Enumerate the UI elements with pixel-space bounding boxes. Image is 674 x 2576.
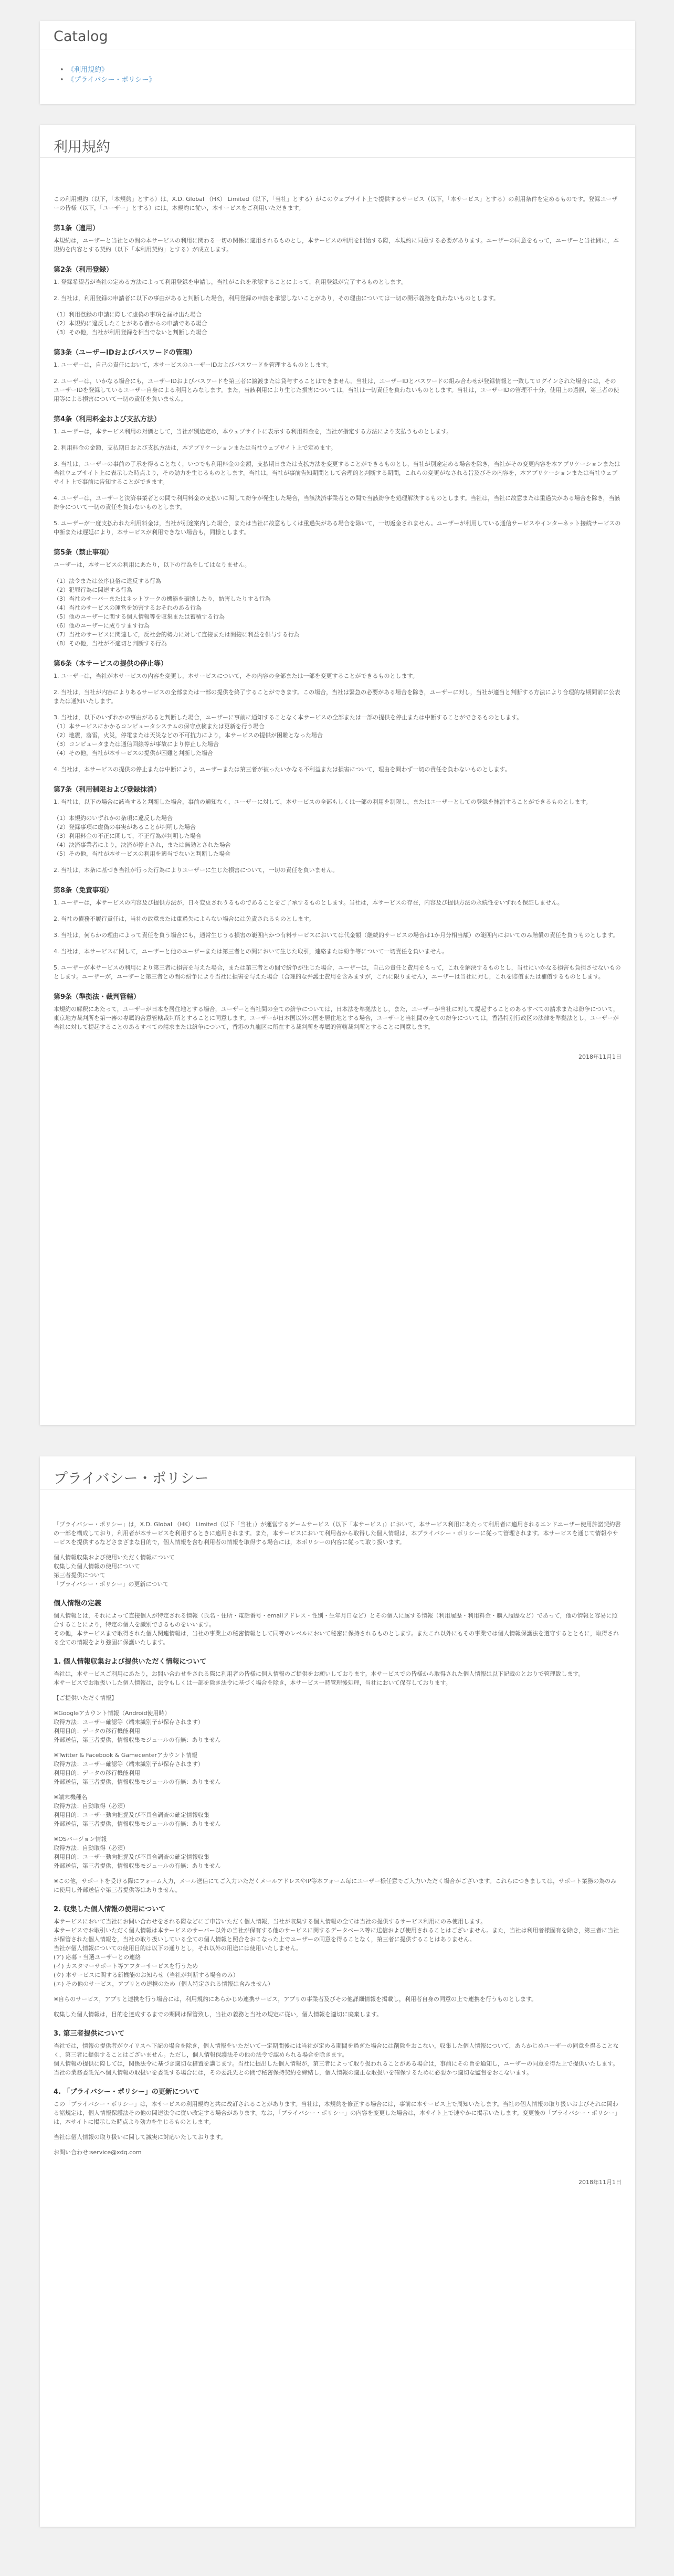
section-heading: 第6条（本サービスの提供の停止等） (54, 660, 168, 668)
privacy-link[interactable]: 《プライバシー・ポリシー》 (67, 76, 156, 84)
privacy-card (40, 1456, 635, 2527)
section-paragraph: （1）本規約のいずれかの条項に違反した場合 （2）登録事項に虚偽の事実があることが判明した場合 （3）利用料金の不正に関して，不正行為が判明した場合 （4）決済事業者により，決済が停止され，または無効とされた場合 （5）その他，当社が本サービスの利用を適当でないと判断した場合 (54, 815, 231, 857)
section-paragraph: 1. ユーザーは，自己の責任において，本サービスのユーザーIDおよびパスワードを管理するものとします。 (54, 361, 332, 368)
catalog-item-privacy (67, 75, 635, 85)
catalog-list (40, 65, 635, 85)
section-paragraph: ユーザーは，本サービスの利用にあたり，以下の行為をしてはなりません。 (54, 561, 250, 568)
section-paragraph: 当社は個人情報の取り扱いに関して誠実に対応いたしております。 (54, 2134, 227, 2141)
section-paragraph: 5. ユーザーが一度支払われた利用料金は，当社が別途案内した場合，または当社に故意もしくは重過失がある場合を除いて，一切返金されません。ユーザーが利用している通信サービスやインターネット接続サービスの中断または遅延により，本サービスが利用できない場合も，同様とします。 (54, 520, 621, 536)
section-paragraph: 4. ユーザーは，ユーザーと決済事業者との間で利用料金の支払いに関して紛争が発生した場合，当該決済事業者との間で当該紛争を処理解決するものとします。当社は，当社に故意または重過失がある場合を除き，当該紛争について一切の責任を負わないものとします。 (54, 495, 620, 510)
terms-title: 利用規約 (54, 139, 110, 155)
section-paragraph: 当社は，本サービスご利用にあたり，お問い合わせをされる際に利用者の皆様に個人情報のご提供をお願いしております。本サービスでの皆様から取得された個人情報は以下記載のとおりで管理致します。 本サービスでお取扱いした個人情報は，法令もしくは一部を除き法令に基づく場合を除き，本サービス一時管理後処理，当社において保存しております。 (54, 1670, 584, 1686)
section-paragraph: 1. 当社は，以下の場合に該当すると判断した場合，事前の通知なく，ユーザーに対して，本サービスの全部もしくは一部の利用を制限し，またはユーザーとしての登録を抹消することができるものとします。 (54, 799, 592, 805)
section-paragraph: （1）利用登録の申請に際して虚偽の事項を届け出た場合 （2）本規約に違反したことがある者からの申請である場合 （3）その他，当社が利用登録を相当でないと判断した場合 (54, 311, 207, 336)
section-paragraph: ※Twitter & Facebook & Gamecenterアカウント情報 取得方法：ユーザー確認等（端末識別子が保存されます） 利用目的：データの移行機能利用 外部送信，第三者提供，情報収集モジュールの有無：ありません (54, 1752, 221, 1785)
terms-link[interactable]: 《利用規約》 (67, 66, 109, 74)
section-heading: 2. 収集した個人情報の使用について (54, 1906, 166, 1913)
privacy-title: プライバシー・ポリシー (54, 1471, 209, 1487)
section-heading: 第8条（免責事項） (54, 887, 113, 895)
divider (40, 157, 635, 158)
privacy-body (40, 1520, 635, 2187)
section-paragraph: （1）法令または公序良俗に違反する行為 （2）犯罪行為に関連する行為 （3）当社のサーバーまたはネットワークの機能を破壊したり，妨害したりする行為 （4）当社のサービスの運営を妨害するおそれのある行為 （5）他のユーザーに関する個人情報等を収集または蓄積する行為 （6）他のユーザーに成りすます行為 （7）当社のサービスに関連して，反社会的勢力に対して直接または間接に利益を供与する行為 （8）その他，当社が不適切と判断する行為 (54, 578, 300, 647)
section-paragraph: 1. ユーザーは，本サービスの内容及び提供方法が，日々変更されうるものであることをご了承するものとします。当社は，本サービスの存在，内容及び提供方法の永続性をいずれも保証しません。 (54, 899, 563, 906)
section-heading: 4. 「プライバシー・ポリシー」の更新について (54, 2088, 199, 2096)
section-paragraph: 4. 当社は，本サービスに関して，ユーザーと他のユーザーまたは第三者との間において生じた取引，連絡または紛争等について一切責任を負いません。 (54, 948, 448, 955)
section-heading: 第2条（利用登録） (54, 266, 113, 274)
section-paragraph: 4. 当社は，本サービスの提供の停止または中断により，ユーザーまたは第三者が被ったいかなる不利益または損害について，理由を問わず一切の責任を負わないものとします。 (54, 766, 511, 773)
section-paragraph: 2. ユーザーは，いかなる場合にも，ユーザーIDおよびパスワードを第三者に譲渡または貸与することはできません。当社は，ユーザーIDとパスワードの組み合わせが登録情報と一致してログインされた場合には，そのユーザーIDを登録しているユーザー自身による利用とみなします。また，当該利用により生じた損害については，当社は一切責任を負わないものとします。当社は，ユーザーIDの管理不十分，使用上の過誤，第三者の使用等による損害について一切の責任を負いません。 (54, 378, 619, 402)
section-paragraph: ※この他，サポートを受ける際にフォーム入力，メール送信にてご入力いただくメールアドレスやIP等本フォーム毎にユーザー様任意でご入力いただく場合がございます。これらにつきましては，サポート業務の為のみに使用し外部送信や第三者提供等はありません。 (54, 1878, 617, 1893)
section-paragraph: 1. 登録希望者が当社の定める方法によって利用登録を申請し，当社がこれを承認することによって，利用登録が完了するものとします。 (54, 279, 407, 285)
section-paragraph: 3. 当社は，以下のいずれかの事由があると判断した場合，ユーザーに事前に通知することなく本サービスの全部または一部の提供を停止または中断することができるものとします。 （1）本サービスにかかるコンピュータシステムの保守点検または更新を行う場合 （2）地震，落雷，火災，停電または天災などの不可抗力により，本サービスの提供が困難となった場合 （3）コンピュータまたは通信回線等が事故により停止した場合 （4）その他，当社が本サービスの提供が困難と判断した場合 (54, 714, 523, 757)
date-text: 2018年11月1日 (578, 2179, 622, 2186)
section-paragraph: 1. ユーザーは，当社が本サービスの内容を変更し，本サービスについて，その内容の全部または一部を変更することができるものとします。 (54, 673, 418, 679)
section-paragraph: ※端末機種名 取得方法：自動取得（必須） 利用目的：ユーザー動向把握及び不具合調査の確定情報収集 外部送信，第三者提供，情報収集モジュールの有無：ありません (54, 1794, 221, 1827)
section-paragraph: 【ご提供いただく情報】 (54, 1695, 117, 1701)
catalog-item-terms (67, 65, 635, 75)
section-heading: 第4条（利用料金および支払方法） (54, 416, 161, 423)
section-paragraph: 2. 当社は，本条に基づき当社が行った行為によりユーザーに生じた損害について，一切の責任を負いません。 (54, 867, 339, 874)
terms-body (40, 195, 635, 1061)
section-paragraph: 2. 当社は，当社が内容によりあるサービスの全部または一部の提供を終了することができます。この場合，当社は緊急の必要がある場合を除き，ユーザーに対し，当社が適当と判断する方法により合理的な期間前に公表または通知いたします。 (54, 689, 620, 705)
section-paragraph: ※Googleアカウント情報（Android使用時） 取得方法：ユーザー確認等（端末識別子が保存されます） 利用目的：データの移行機能利用 外部送信，第三者提供，情報収集モジュールの有無：ありません (54, 1710, 221, 1743)
intro-paragraph: 個人情報収集および使用いただく情報について 収集した個人情報の使用について 第三者提供について 「プライバシー・ポリシー」の更新について (54, 1554, 175, 1588)
section-heading: 第9条（準拠法・裁判管轄） (54, 993, 141, 1001)
section-heading: 1. 個人情報収集および提供いただく情報について (54, 1658, 207, 1666)
section-paragraph: 3. 当社は，ユーザーの事前の了承を得ることなく，いつでも利用料金の金額，支払期日または支払方法を変更することができるものとし，当社が別途定める場合を除き，当社がその変更内容を本アプリケーションまたは当社ウェブサイト上に表示した時点より，その効力を生じるものとします。当社は，当社が事前告知期間として合理的と判断する期間，これらの変更がなされる旨及びその内容を，本アプリケーションまたは当社ウェブサイト上で事前に告知することができます。 (54, 461, 620, 485)
section-paragraph: 収集した個人情報は，目的を達成するまでの期間は保管致し，当社の義務と当社の規定に従い，個人情報を適切に廃棄します。 (54, 2011, 383, 2018)
section-paragraph: 3. 当社は，何らかの理由によって責任を負う場合にも，通常生じうる損害の範囲内かつ有料サービスにおいては代金額（継続的サービスの場合は1か月分相当額）の範囲内においてのみ賠償の責任を負うものとします。 (54, 932, 619, 939)
section-paragraph: 当社では，情報の提供者がウイリスへ下記の場合を除き，個人情報をいただいて一定期間後には当社が定める期間を過ぎた場合には削除をおこない，収集した個人情報について，あらかじめユーザーの同意を得ることなく，第三者に提供することはございません。ただし，個人情報保護法その他の法令で認められる場合を除きます。 個人情報の提供に際しては，関係法令に基づき適切な措置を講じます。当社に提出した個人情報が，第三者によって取り扱われることがある場合は，事前にその旨を通知し，ユーザーの同意を得た上で提供いたします。 当社の業務委託先へ個人情報の取扱いを委託する場合には，その委託先との間で秘密保持契約を締結し，個人情報の適正な取扱いを確保するために必要かつ適切な監督をおこないます。 (54, 2042, 619, 2076)
section-paragraph: お問い合わせ:service@xdg.com (54, 2149, 142, 2156)
section-paragraph: 1. ユーザーは，本サービス利用の対価として，当社が別途定め，本ウェブサイトに表示する利用料金を，当社が指定する方法により支払うものとします。 (54, 428, 452, 435)
section-heading: 第5条（禁止事項） (54, 549, 113, 557)
section-heading: 個人情報の定義 (54, 1600, 102, 1608)
intro-paragraph: 「プライバシー・ポリシー」は，X.D. Global （HK） Limited（以下「当社」）が運営するゲームサービス（以下「本サービス」）において，本サービス利用にあたって利用者に適用されるエンドユーザー使用許諾契約書の一部を構成しており，利用者が本サービスを利用するときに適用されます。また，本サービスにおいて利用者から取得した個人情報は，本プライバシー・ポリシーに従って管理されます。本サービスを通じて情報やサービスを提供するなどさまざまな目的で，個人情報を含む利用者の情報を取得する場合には，本ポリシーの内容に従って取り扱います。 (54, 1521, 621, 1546)
section-paragraph: この「プライバシー・ポリシー」は，本サービスの利用規約と共に改訂されることがあります。当社は，本規約を修正する場合には，事前に本サービス上で周知いたします。当社の個人情報の取り扱いおよびそれに関わる諸規定は，個人情報保護法その他の関連法令に従い改定する場合があります。なお，「プライバシー・ポリシー」の内容を変更した場合は，本サイト上で速やかに掲示いたします。変更後の「プライバシー・ポリシー」は，本サイトに掲示した時点より効力を生じるものとします。 (54, 2101, 620, 2125)
section-paragraph: 本サービスにおいて当社にお問い合わせをされる際などにご申告いただく個人情報，当社が収集する個人情報の全ては当社の提供するサービス利用にのみ使用します。 本サービスでお取引いただく個人情報は本サービスのサーバー以外の当社が保有する他のサービスに関するデータベース等に送信および使用されることはございません。また，当社は利用者様固有を除き，第三者に当社が保管された個人情報を，当社の取り扱いしている全ての個人情報と照合をおこなった上でユーザーの同意を得ることなく，第三者に提供することはありません。 当社が個人情報についての使用目的は以下の通りとし，それ以外の用途には使用いたしません。 (ア) 応募・当選ユーザーとの連絡 (イ) カスタマーサポート等アフターサービスを行うため (ウ) 本サービスに関する新機能のお知らせ（当社が判断する場合のみ） (エ) その他のサービス，アプリとの連携のため（個人特定される情報は含みません） (54, 1918, 619, 1987)
section-heading: 第7条（利用制限および登録抹消） (54, 786, 161, 794)
section-heading: 3. 第三者提供について (54, 2030, 125, 2038)
section-paragraph: 個人情報とは，それによって直接個人が特定される情報（氏名・住所・電話番号・emailアドレス・性別・生年月日など）とその個人に属する情報（利用履歴・利用料金・購入履歴など）であって，他の情報と容易に照合することにより，特定の個人を識別できるものをいいます。 その他，本サービスまで取得された個人関連情報は，当社の事業上の秘密情報として同等のレベルにおいて秘密に保持されるものとします。またこれ以外にもその事業では個人情報保護法を遵守するとともに，取得される全ての情報をより強固に保護いたします。 (54, 1612, 619, 1646)
section-paragraph: ※自らのサービス，アプリと連携を行う場合には，利用規約にあらかじめ連携サービス，アプリの事業者及びその他詳細情報を掲載し，利用者自身の同意の上で連携を行うものとします。 (54, 1996, 538, 2003)
section-paragraph: 2. 当社は，利用登録の申請者に以下の事由があると判断した場合，利用登録の申請を承認しないことがあり，その理由については一切の開示義務を負わないものとします。 (54, 295, 499, 302)
section-paragraph: 2. 当社の債務不履行責任は，当社の故意または重過失によらない場合には免責されるものとします。 (54, 916, 315, 922)
catalog-title: Catalog (54, 28, 108, 45)
catalog-card (40, 21, 635, 104)
date-text: 2018年11月1日 (578, 1053, 622, 1060)
section-paragraph: ※OSバージョン情報 取得方法：自動取得（必須） 利用目的：ユーザー動向把握及び不具合調査の確定情報収集 外部送信，第三者提供，情報収集モジュールの有無：ありません (54, 1836, 221, 1869)
section-paragraph: 5. ユーザーが本サービスの利用により第三者に損害を与えた場合，または第三者との間で紛争が生じた場合，ユーザーは，自己の責任と費用をもって，これを解決するものとし，当社にいかなる損害も負担させないものとします。ユーザーが，ユーザーと第三者との間の紛争により当社に損害を与えた場合（合理的な弁護士費用を含みますが，これに限りません），ユーザーは当社に対し，これを賠償または補償するものとします。 (54, 964, 621, 980)
section-paragraph: 本規約の解釈にあたって，ユーザーが日本を居住地とする場合，ユーザーと当社間の全ての紛争については，日本法を準拠法とし，また，ユーザーが当社に対して提起することのあるすべての請求または紛争について，東京地方裁判所を第一審の専属的合意管轄裁判所とすることに同意します。ユーザーが日本国以外の国を居住地とする場合，ユーザーと当社間の全ての紛争については，香港特別行政区の法律を準拠法とし，ユーザーが当社に対して提起することのあるすべての請求または紛争について，香港の九龍区に所在する裁判所を専属的管轄裁判所とすることに同意します。 (54, 1006, 619, 1030)
section-paragraph: 2. 利用料金の金額，支払期日および支払方法は，本アプリケーションまたは当社ウェブサイト上で定めます。 (54, 444, 336, 451)
section-heading: 第1条（適用） (54, 225, 100, 232)
section-paragraph: 本規約は，ユーザーと当社との間の本サービスの利用に関わる一切の関係に適用されるものとし，本サービスの利用を開始する際，本規約に同意する必要があります。ユーザーの同意をもって，ユーザーと当社間に，本規約を内容とする契約（以下「本利用契約」とする）が成立します。 (54, 237, 619, 253)
terms-card (40, 125, 635, 1425)
intro-paragraph: この利用規約（以下，「本規約」とする）は、X.D. Global （HK） Limited（以下，「当社」とする）がこのウェブサイト上で提供するサービス（以下，「本サービス」とする）の利用条件を定めるものです。登録ユーザーの皆様（以下，「ユーザー」とする）には，本規約に従い，本サービスをご利用いただきます。 (54, 196, 618, 211)
section-heading: 第3条（ユーザーIDおよびパスワードの管理） (54, 349, 196, 357)
